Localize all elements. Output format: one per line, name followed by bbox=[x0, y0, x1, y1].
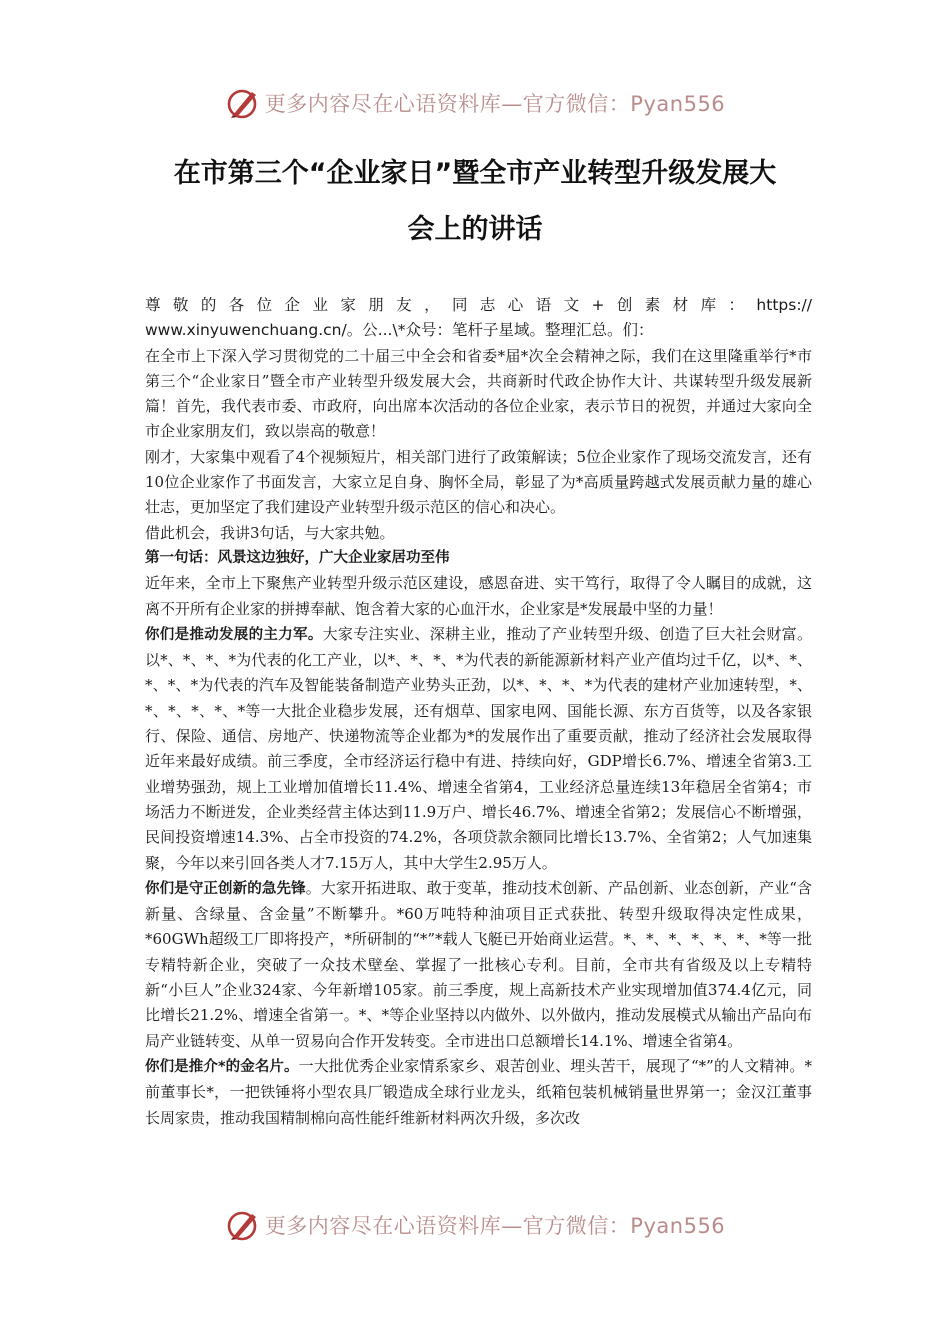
lead-golden-card: 你们是推介*的金名片。 bbox=[145, 1058, 299, 1075]
section-heading: 第一句话：风景这边独好，广大企业家居功至伟 bbox=[145, 549, 450, 566]
title-line-1: 在市第三个“企业家日”暨全市产业转型升级发展大 bbox=[173, 158, 777, 189]
paragraph-review: 刚才，大家集中观看了4个视频短片，相关部门进行了政策解读；5位企业家作了现场交流发言，还有10位企业家作了书面发言，大家立足自身、胸怀全局，彰显了为*高质量跨越式发展贡献力量的雄心壮志，更加坚定了我们建设产业转型升级示范区的信心和决心。 bbox=[145, 447, 812, 517]
text-innovation: 。大家开拓进取、敢于变革，推动技术创新、产品创新、业态创新，产业“含新量、含绿量、含金量”不断攀升。*60万吨特种油项目正式获批、转型升级取得决定性成果，*60GWh超级工厂即将投产，*所研制的“*”*载人飞艇已开始商业运营。*、*、*、*、*、*、*等一批专精特新企业，突破了一众技术壁垒、掌握了一批核心专利。目前，全市共有省级及以上专精特新“小巨人”企业324家、今年新增105家。前三季度，规上高新技术产业实现增加值374.4亿元，同比增长21.2%、增速全省第一。*、*等企业坚持以内做外、以外做内，推动发展模式从输出产品向布局产业链转变、从单一贸易向合作开发转变。全市进出口总额增长14.1%、增速全省第4。 bbox=[145, 878, 812, 1050]
paragraph-golden-card bbox=[145, 1054, 812, 1131]
pen-logo-icon bbox=[225, 85, 261, 121]
page-title bbox=[120, 146, 830, 258]
paragraph-transition: 借此机会，我讲3句话，与大家共勉。 bbox=[145, 523, 395, 542]
paragraph-opening: 在全市上下深入学习贯彻党的二十届三中全会和省委*届*次全会精神之际，我们在这里隆重举行*市第三个“企业家日”暨全市产业转型升级发展大会，共商新时代政企协作大计、共谋转型升级发展新篇！首先，我代表市委、市政府，向出席本次活动的各位企业家，表示节日的祝贺，并通过大家向全市企业家朋友们，致以崇高的敬意！ bbox=[145, 346, 812, 441]
header-banner bbox=[0, 80, 950, 126]
banner-text: 更多内容尽在心语资料库—官方微信：Pyan556 bbox=[264, 1214, 726, 1238]
paragraph-innovation bbox=[145, 876, 812, 1054]
greeting-line-1: 尊敬的各位企业家朋友，同志心语文+创素材库：https:// bbox=[145, 296, 812, 314]
text-main-force: 大家专注实业、深耕主业，推动了产业转型升级、创造了巨大社会财富。以*、*、*、*为代表的化工产业，以*、*、*、*为代表的新能源新材料产业产值均过千亿，以*、*、*、*、*为代表的汽车及智能装备制造产业势头正劲，以*、*、*、*为代表的建材产业加速转型，*、*、*、*、*、*等一大批企业稳步发展，还有烟草、国家电网、国能长源、东方百货等，以及各家银行、保险、通信、房地产、快递物流等企业都为*的发展作出了重要贡献，推动了经济社会发展取得近年来最好成绩。前三季度，全市经济运行稳中有进、持续向好，GDP增长6.7%、增速全省第3.工业增势强劲，规上工业增加值增长11.4%、增速全省第4，工业经济总量连续13年稳居全省第4；市场活力不断迸发，企业类经营主体达到11.9万户、增长46.7%、增速全省第2；发展信心不断增强，民间投资增速14.3%、占全市投资的74.2%，各项贷款余额同比增长13.7%、全省第2；人气加速集聚，今年以来引回各类人才7.15万人，其中大学生2.95万人。 bbox=[145, 624, 812, 872]
lead-main-force: 你们是推动发展的主力军。 bbox=[145, 626, 323, 643]
text-golden-card: 一大批优秀企业家情系家乡、艰苦创业、埋头苦干，展现了“*”的人文精神。*前董事长*，一把铁锤将小型农具厂锻造成全球行业龙头，纸箱包装机械销量世界第一；金汉江董事长周家贵，推动我国精制棉向高性能纤维新材料两次升级，多次改 bbox=[145, 1056, 812, 1127]
greeting-line-2: www.xinyuwenchuang.cn/。公...\*众号：笔杆子星域。整理汇总。们： bbox=[145, 321, 654, 340]
document-body bbox=[145, 293, 812, 1131]
lead-innovation: 你们是守正创新的急先锋 bbox=[145, 880, 306, 897]
pen-logo-icon bbox=[225, 1207, 261, 1243]
title-line-2: 会上的讲话 bbox=[407, 214, 543, 245]
footer-banner bbox=[0, 1202, 950, 1248]
paragraph-main-force bbox=[145, 622, 812, 876]
section-intro: 近年来，全市上下聚焦产业转型升级示范区建设，感恩奋进、实干笃行，取得了令人瞩目的成就，这离不开所有企业家的拼搏奉献、饱含着大家的心血汗水，企业家是*发展最中坚的力量！ bbox=[145, 574, 812, 618]
banner-text: 更多内容尽在心语资料库—官方微信：Pyan556 bbox=[264, 92, 726, 116]
greeting bbox=[145, 293, 812, 344]
